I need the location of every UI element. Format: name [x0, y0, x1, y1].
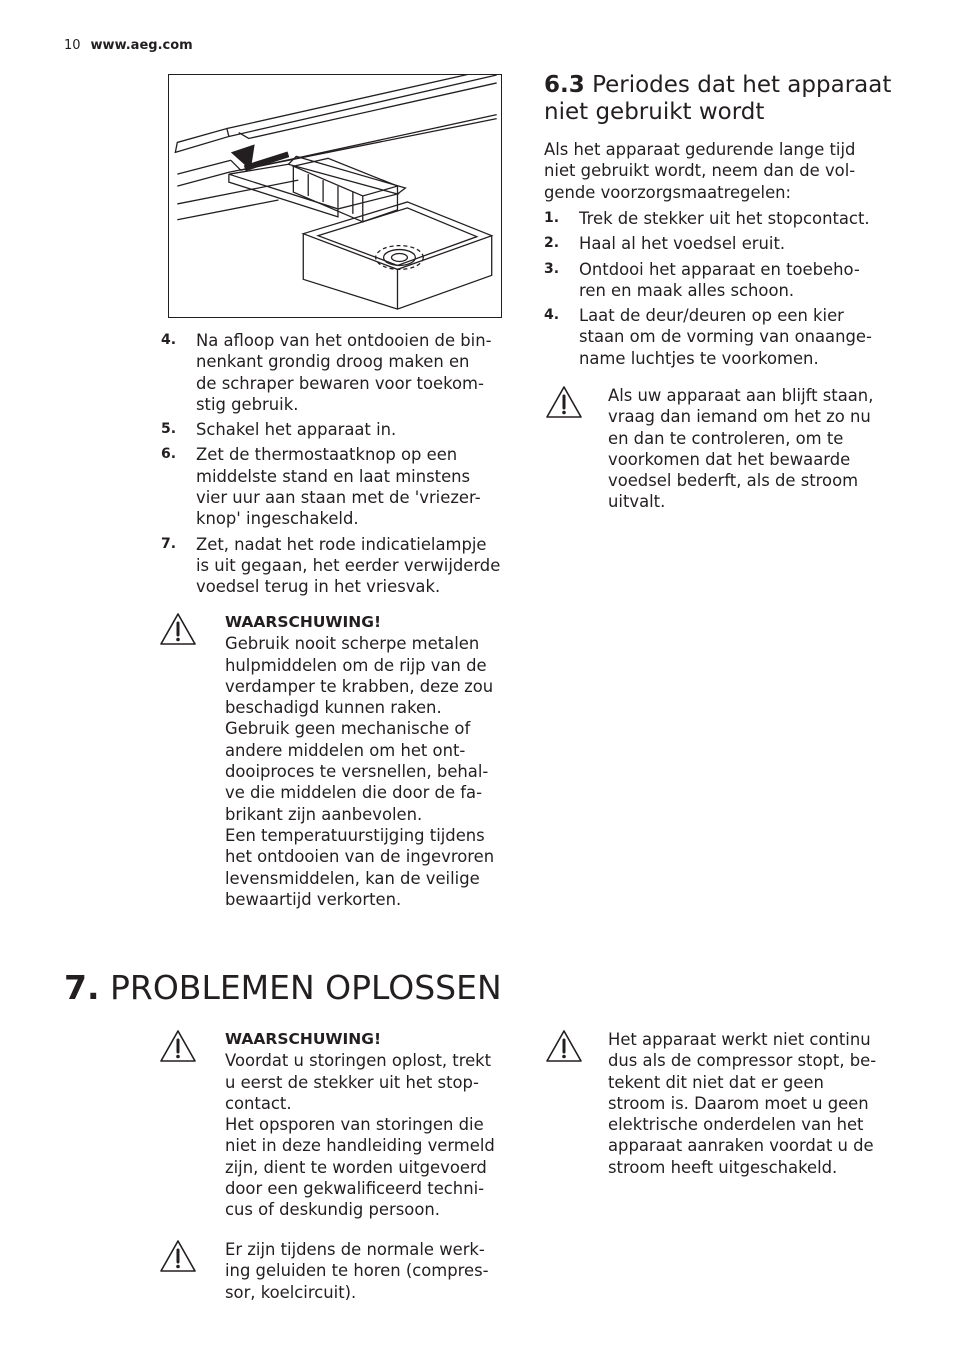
page-header	[64, 38, 193, 53]
list-item: 1. Trek de stekker uit het stopcontact.	[544, 209, 870, 228]
compressor-note: Het apparaat werkt niet continu dus als de compressor stopt, be- tekent dit niet dat er geen stroom is. Daarom moet u geen elektrische onderdelen van het apparaat aanraken voordat u de stroom heeft uitgeschakeld.	[545, 1029, 905, 1189]
list-item: 3. Ontdooi het apparaat en toebeho- ren en maak alles schoon.	[544, 259, 860, 300]
warning-title: WAARSCHUWING!	[225, 613, 382, 631]
list-item: 2. Haal al het voedsel eruit.	[544, 234, 786, 254]
warning-triangle-icon	[545, 1029, 583, 1063]
warning-triangle-icon	[545, 385, 583, 419]
drain-tray-illustration	[168, 74, 502, 318]
list-item: 5. Schakel het apparaat in.	[161, 420, 397, 440]
list-item: 7. Zet, nadat het rode indicatielampje is uit gegaan, het eerder verwijderde voedsel terug in het vriesvak.	[161, 534, 501, 597]
unused-period-steps-list	[544, 208, 914, 373]
section-intro: Als het apparaat gedurende lange tijd niet gebruikt wordt, neem dan de vol- gende voorzorgsmaatregelen:	[544, 140, 856, 202]
list-item: 4. Laat de deur/deuren op een kier staan om de vorming van onaange- name luchtjes te voorkomen.	[544, 306, 872, 368]
warning-triangle-icon	[159, 1029, 197, 1063]
page-number: 10	[64, 38, 81, 53]
warning-triangle-icon	[159, 612, 197, 646]
list-item: 6. Zet de thermostaatknop op een middelste stand en laat minstens vier uur aan staan met de 'vriezer- knop' ingeschakeld.	[161, 445, 481, 529]
defrost-steps-list	[161, 330, 521, 602]
noise-note: Er zijn tijdens de normale werk- ing geluiden te horen (compres- sor, koelcircuit).	[159, 1239, 529, 1309]
troubleshooting-warning: WAARSCHUWING! Voordat u storingen oplost, trekt u eerst de stekker uit het stop- contact. Het opsporen van storingen die niet in deze handleiding vermeld zijn, dient te worden uitgevoerd door een gekwalificeerd techni- cus of deskundig persoon.	[159, 1029, 529, 1229]
chapter-heading: 7. PROBLEMEN OPLOSSEN	[64, 968, 502, 1007]
section-heading: 6.3 Periodes dat het apparaat niet gebruikt wordt	[544, 72, 892, 125]
warning-triangle-icon	[159, 1239, 197, 1273]
defrost-warning: WAARSCHUWING! Gebruik nooit scherpe metalen hulpmiddelen om de rijp van de verdamper te krabben, deze zou beschadigd kunnen raken. Gebruik geen mechanische of andere middelen om het ont- dooiproces te versnellen, behal- ve die middelen die door de fa- brikant zijn aanbevolen. Een temperatuurstijging tijdens het ontdooien van de ingevroren levensmiddelen, kan de veilige bewaartijd verkorten.	[159, 612, 529, 912]
warning-title: WAARSCHUWING!	[225, 1030, 382, 1048]
power-failure-caution: Als uw apparaat aan blijft staan, vraag dan iemand om het zo nu en dan te controleren, om te voorkomen dat het bewaarde voedsel bederft, als de stroom uitvalt.	[545, 385, 905, 525]
site-url: www.aeg.com	[90, 38, 193, 53]
list-item: 4. Na afloop van het ontdooien de bin- nenkant grondig droog maken en de schraper bewaren voor toekom- stig gebruik.	[161, 331, 492, 414]
